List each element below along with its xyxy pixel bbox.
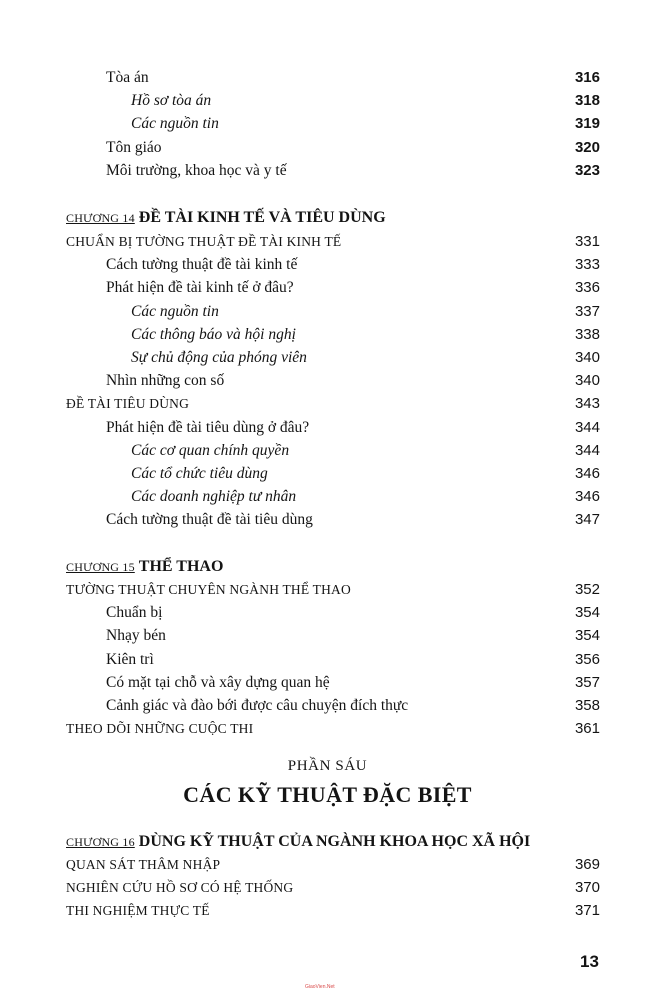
entry-page: 356 <box>574 650 600 668</box>
toc-entry <box>66 717 600 741</box>
toc-entry <box>66 112 600 136</box>
toc-entry <box>66 89 600 113</box>
entry-page: 320 <box>574 138 600 156</box>
entry-title: Tòa án <box>106 69 149 86</box>
entry-title: Cách tường thuật đề tài tiêu dùng <box>106 511 313 529</box>
entry-page: 338 <box>574 325 600 343</box>
toc-entry <box>66 300 600 324</box>
entry-title: Cảnh giác và đào bới được câu chuyện đích thực <box>106 697 409 714</box>
toc-entry <box>66 253 600 277</box>
part-label: PHẦN SÁU <box>287 758 368 774</box>
entry-page: 331 <box>574 233 600 250</box>
entry-title: Hồ sơ tòa án <box>131 92 212 110</box>
toc-entry <box>66 601 600 625</box>
entry-title: Các cơ quan chính quyền <box>131 441 290 459</box>
chapter-14-heading <box>66 206 600 230</box>
entry-title: NGHIÊN CỨU HỒ SƠ CÓ HỆ THỐNG <box>66 880 294 896</box>
entry-page: 340 <box>574 349 600 366</box>
entry-title: Các nguồn tin <box>131 302 219 320</box>
toc-entry <box>66 159 600 183</box>
entry-title: Chuẩn bị <box>106 604 163 622</box>
chapter-number: CHƯƠNG 16 <box>66 835 135 849</box>
toc-entry <box>66 624 600 648</box>
chapter-title: ĐỀ TÀI KINH TẾ VÀ TIÊU DÙNG <box>138 209 386 226</box>
chapter-number: CHƯƠNG 14 <box>66 211 135 225</box>
toc-entry <box>66 671 600 695</box>
entry-title: Nhìn những con số <box>106 372 225 390</box>
entry-page: 371 <box>574 902 600 920</box>
entry-title: Kiên trì <box>106 650 154 668</box>
entry-page: 316 <box>574 69 600 86</box>
entry-page: 352 <box>574 581 600 598</box>
toc-entry <box>66 462 600 486</box>
toc-entry <box>66 485 600 509</box>
entry-title: CHUẨN BỊ TƯỜNG THUẬT ĐỀ TÀI KINH TẾ <box>66 234 342 249</box>
entry-title: Sự chủ động của phóng viên <box>131 349 307 366</box>
toc-entry <box>66 392 600 416</box>
entry-page: 358 <box>574 697 600 714</box>
entry-title: ĐỀ TÀI TIÊU DÙNG <box>66 396 190 412</box>
toc-entry <box>66 136 600 160</box>
chapter-title: DÙNG KỸ THUẬT CỦA NGÀNH KHOA HỌC XÃ HỘI <box>138 833 531 850</box>
toc-entry <box>66 876 600 900</box>
chapter-title: THỂ THAO <box>138 558 224 575</box>
entry-page: 318 <box>574 92 600 110</box>
page-number: 13 <box>580 952 599 971</box>
entry-page: 323 <box>574 161 600 179</box>
entry-title: Phát hiện đề tài kinh tế ở đâu? <box>106 279 294 297</box>
entry-title: Cách tường thuật đề tài kinh tế <box>106 256 298 274</box>
entry-page: 370 <box>574 879 600 897</box>
toc-entry <box>66 508 600 532</box>
entry-page: 357 <box>574 673 600 691</box>
entry-page: 337 <box>574 302 600 320</box>
entry-page: 346 <box>574 488 600 506</box>
chapter-15-heading <box>66 555 600 579</box>
entry-page: 346 <box>574 465 600 482</box>
entry-page: 344 <box>574 441 600 459</box>
entry-title: Các thông báo và hội nghị <box>131 325 296 343</box>
chapter-number: CHƯƠNG 15 <box>66 560 135 574</box>
toc-entry <box>66 439 600 463</box>
entry-page: 340 <box>574 372 600 390</box>
entry-page: 319 <box>574 115 600 133</box>
toc-entry <box>66 230 600 254</box>
toc-entry <box>66 648 600 672</box>
entry-title: Nhạy bén <box>106 627 166 645</box>
entry-title: Có mặt tại chỗ và xây dựng quan hệ <box>106 673 330 691</box>
toc-entry <box>66 853 600 877</box>
chapter-16-heading <box>66 830 600 854</box>
entry-page: 361 <box>574 720 600 738</box>
entry-page: 344 <box>574 418 600 436</box>
entry-title: Tôn giáo <box>106 138 162 156</box>
entry-page: 333 <box>574 256 600 274</box>
toc-entry <box>66 66 600 90</box>
entry-page: 369 <box>574 856 600 873</box>
toc-entry <box>66 416 600 440</box>
entry-title: QUAN SÁT THÂM NHẬP <box>66 857 221 872</box>
toc-entry <box>66 578 600 602</box>
entry-title: THEO DÕI NHỮNG CUỘC THI <box>66 721 254 737</box>
toc-entry <box>66 323 600 347</box>
toc-entry <box>66 369 600 393</box>
entry-page: 354 <box>574 604 600 622</box>
entry-page: 343 <box>574 395 600 413</box>
entry-title: Phát hiện đề tài tiêu dùng ở đâu? <box>106 418 310 436</box>
entry-title: Môi trường, khoa học và y tế <box>106 161 287 179</box>
part-title: CÁC KỸ THUẬT ĐẶC BIỆT <box>183 782 472 807</box>
entry-page: 354 <box>574 627 600 645</box>
toc-entry <box>66 899 600 923</box>
toc-entry <box>66 276 600 300</box>
toc-entry <box>66 346 600 370</box>
entry-title: Các tổ chức tiêu dùng <box>131 465 268 482</box>
entry-title: THI NGHIỆM THỰC TẾ <box>66 903 210 919</box>
watermark: GiaoVien.Net <box>305 984 335 990</box>
entry-title: TƯỜNG THUẬT CHUYÊN NGÀNH THỂ THAO <box>66 582 351 597</box>
toc-entry <box>66 694 600 718</box>
entry-page: 347 <box>574 511 600 529</box>
entry-page: 336 <box>574 279 600 297</box>
entry-title: Các doanh nghiệp tư nhân <box>131 488 297 506</box>
entry-title: Các nguồn tin <box>131 115 219 133</box>
